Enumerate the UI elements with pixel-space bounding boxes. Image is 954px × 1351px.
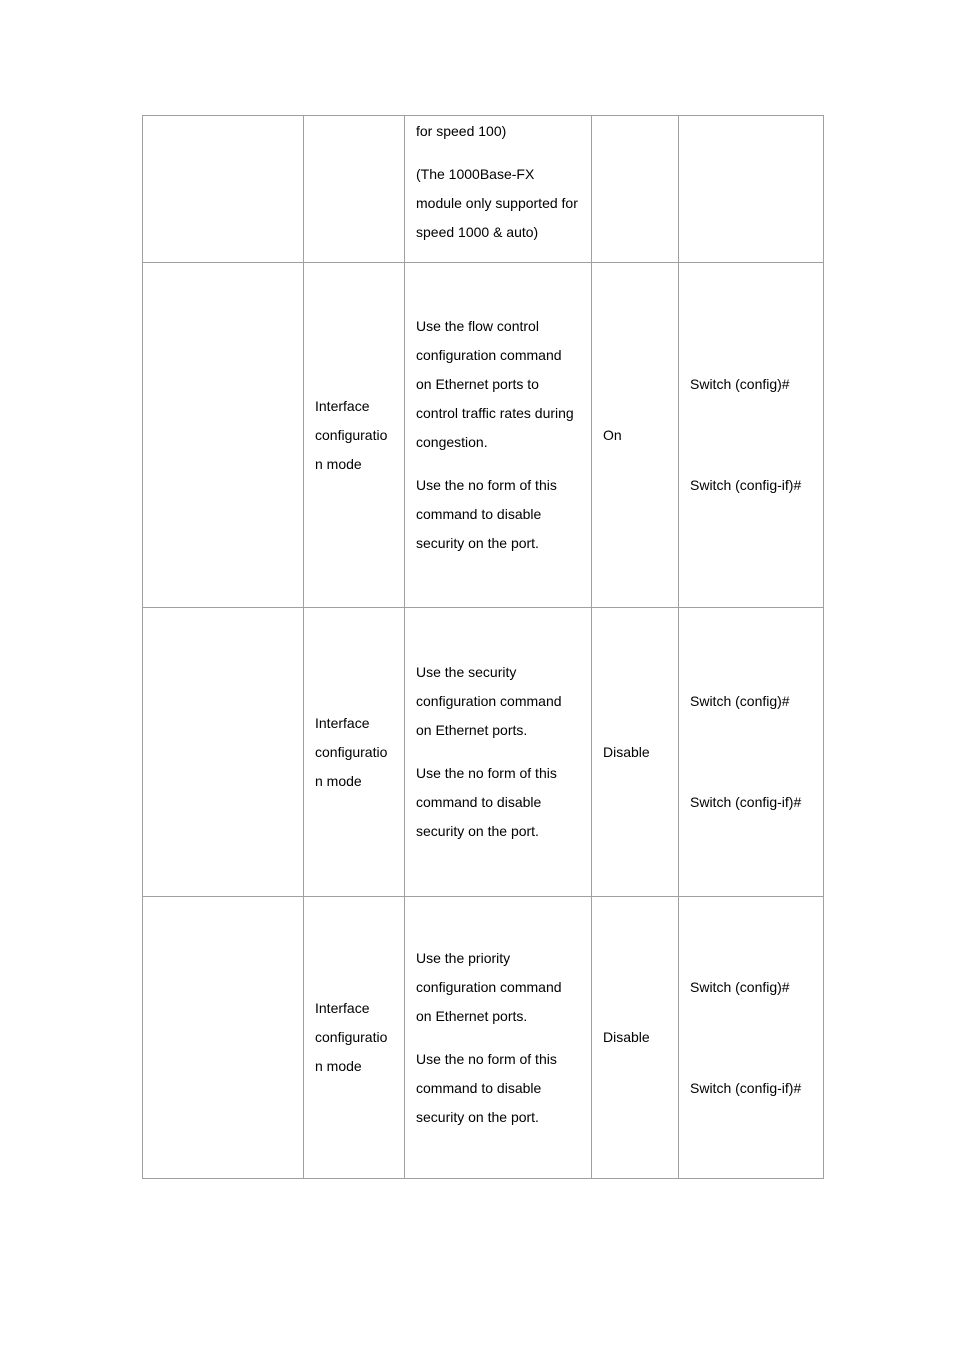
mode-cell <box>304 116 405 263</box>
description-cell <box>405 116 592 263</box>
prompt-cell <box>679 608 824 897</box>
mode-line: Interface <box>315 714 370 731</box>
table-row <box>143 608 824 897</box>
mode-line: configuratio <box>315 743 388 760</box>
command-table <box>142 115 824 1179</box>
table-row <box>143 116 824 263</box>
description-cell <box>405 263 592 608</box>
description-paragraph: Use the no form of this command to disable security on the port. <box>416 477 557 551</box>
mode-cell <box>304 608 405 897</box>
mode-line: Interface <box>315 1000 370 1016</box>
mode-line: configuratio <box>315 1029 388 1045</box>
description-paragraph: Use the security configuration command on Ethernet ports. <box>416 664 562 738</box>
mode-line: configuratio <box>315 426 388 443</box>
mode-line: n mode <box>315 1058 362 1074</box>
prompt-config-if: Switch (config-if)# <box>690 794 802 810</box>
prompt-config: Switch (config)# <box>690 693 790 709</box>
mode-cell <box>304 263 405 608</box>
prompt-config: Switch (config)# <box>690 978 790 995</box>
prompt-config: Switch (config)# <box>690 376 790 392</box>
prompt-config-if: Switch (config-if)# <box>690 1079 802 1096</box>
command-cell <box>143 608 304 897</box>
default-cell: Disable <box>592 608 679 897</box>
description-paragraph: for speed 100) <box>416 123 507 139</box>
mode-line: n mode <box>315 772 362 789</box>
prompt-config-if: Switch (config-if)# <box>690 477 802 493</box>
mode-line: Interface <box>315 397 370 414</box>
default-cell: Disable <box>592 897 679 1179</box>
table-row <box>143 897 824 1179</box>
command-cell <box>143 897 304 1179</box>
description-paragraph: Use the no form of this command to disable security on the port. <box>416 765 557 839</box>
prompt-cell <box>679 263 824 608</box>
table-row <box>143 263 824 608</box>
description-paragraph: Use the flow control configuration command on Ethernet ports to control traffic rates during congestion. <box>416 318 574 450</box>
default-cell: On <box>592 263 679 608</box>
default-cell <box>592 116 679 263</box>
description-paragraph: (The 1000Base-FX module only supported for speed 1000 & auto) <box>416 166 578 240</box>
description-paragraph: Use the priority configuration command on Ethernet ports. <box>416 949 562 1024</box>
command-cell <box>143 263 304 608</box>
description-cell <box>405 897 592 1179</box>
mode-line: n mode <box>315 455 362 472</box>
command-cell <box>143 116 304 263</box>
mode-cell <box>304 897 405 1179</box>
description-paragraph: Use the no form of this command to disable security on the port. <box>416 1050 557 1125</box>
prompt-cell <box>679 116 824 263</box>
prompt-cell <box>679 897 824 1179</box>
description-cell <box>405 608 592 897</box>
